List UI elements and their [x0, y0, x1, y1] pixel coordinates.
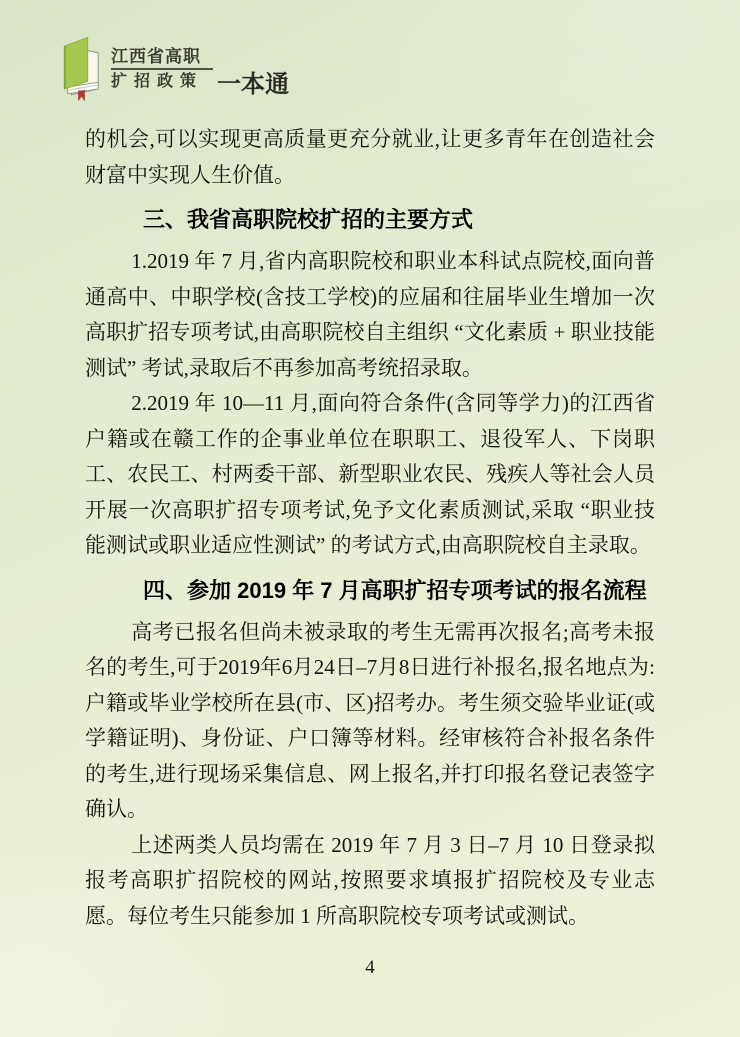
logo-title-line1: 江西省高职: [111, 47, 201, 66]
section-3-paragraph-1: 1.2019 年 7 月,省内高职院校和职业本科试点院校,面向普通高中、中职学校(含技工学校)的应届和往届毕业生增加一次高职扩招专项考试,由高职院校自主组织 “文化素质 + 职业技能测试” 考试,录取后不再参加高考统招录取。: [85, 249, 655, 380]
document-body: [85, 122, 655, 934]
section-3-paragraph-2: 2.2019 年 10—11 月,面向符合条件(含同等学力)的江西省户籍或在赣工作的企事业单位在职职工、退役军人、下岗职工、农民工、村两委干部、新型职业农民、残疾人等社会人员开展一次高职扩招专项考试,免予文化素质测试,采取 “职业技能测试或职业适应性测试” 的考试方式,由高职院校自主录取。: [85, 391, 655, 557]
section-4-paragraph-1: 高考已报名但尚未被录取的考生无需再次报名;高考未报名的考生,可于2019年6月24日–7月8日进行补报名,报名地点为:户籍或毕业学校所在县(市、区)招考办。考生须交验毕业证(或学籍证明)、身份证、户口簿等材料。经审核符合补报名条件的考生,进行现场采集信息、网上报名,并打印报名登记表签字确认。: [85, 619, 655, 821]
section-4-paragraph-2: 上述两类人员均需在 2019 年 7 月 3 日–7 月 10 日登录拟报考高职扩招院校的网站,按照要求填报扩招院校及专业志愿。每位考生只能参加 1 所高职院校专项考试或测试。: [85, 832, 655, 928]
section-3-heading: 三、我省高职院校扩招的主要方式: [143, 207, 474, 232]
header: [0, 0, 740, 106]
logo-title-line2: 扩招政策: [111, 73, 204, 90]
section-4-heading: 四、参加 2019 年 7 月高职扩招专项考试的报名流程: [143, 577, 647, 603]
logo-divider: [111, 68, 213, 70]
page-number: 4: [365, 957, 375, 978]
page-footer: [0, 957, 740, 979]
logo: [60, 34, 289, 102]
book-icon: [60, 34, 102, 102]
logo-title-suffix: 一本通: [217, 71, 289, 98]
intro-continuation-paragraph: 的机会,可以实现更高质量更充分就业,让更多青年在创造社会财富中实现人生价值。: [85, 127, 655, 187]
logo-wordmark: [111, 47, 213, 91]
